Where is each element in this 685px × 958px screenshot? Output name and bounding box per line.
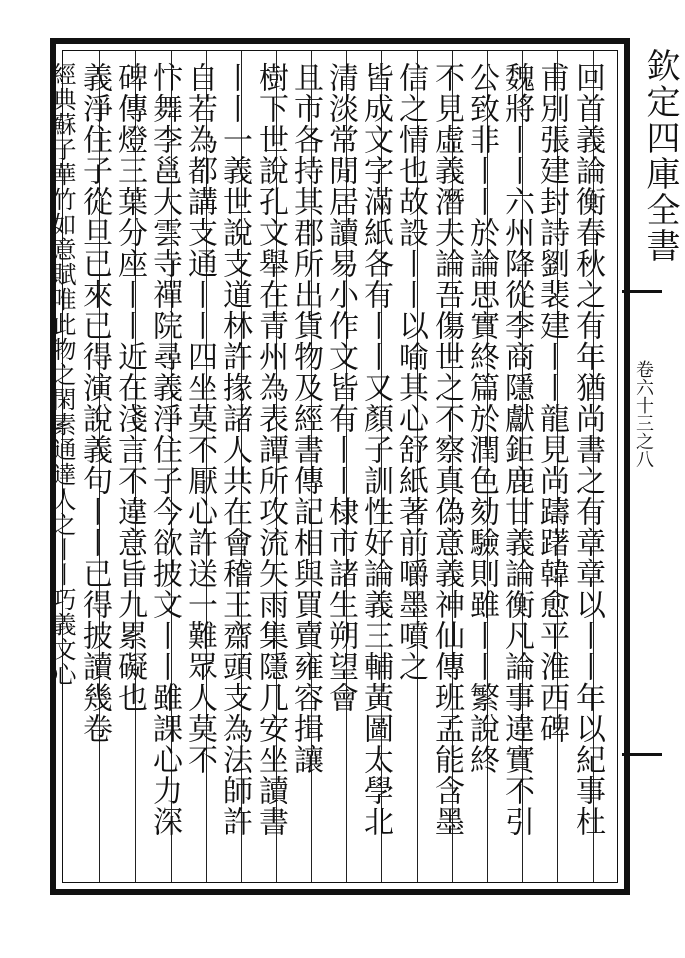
text-column: 魏將丨丨六州降從李商隱獻鉅鹿甘義論衡凡論事違實不引 [499, 62, 534, 837]
text-column: 回首義論衡春秋之有年猶尚書之有章章以丨丨年以紀事杜 [570, 62, 605, 837]
text-column: 不見虛義潛夫論吾傷世之不察真偽意義神仙傳班孟能含墨 [429, 62, 464, 837]
text-column: 清淡常閒居讀易小作文皆有丨丨棣市諸生朔望會 [323, 62, 358, 713]
text-column: 且市各持其郡所出貨物及經書傳記相與買賣雍容揖讓 [288, 62, 323, 775]
text-column: 忭舞李邕大雲寺禪院尋義淨住子今欲披文丨丨雖課心力深 [147, 62, 182, 837]
text-column: 甫別張建封詩劉裴建丨丨龍見尚躊躇韓愈平淮西碑 [534, 62, 569, 744]
text-column: 公致非丨丨於論思實終篇於潤色劾驗則雖丨丨繁說終 [464, 62, 499, 775]
text-column: 信之情也故設丨丨以喻其心舒紙著前嚼墨噴之 [393, 62, 428, 682]
text-column: 丨丨一義世說支道林許掾諸人共在會稽王齋頭支為法師許 [217, 62, 252, 837]
text-column: 皆成文字滿紙各有丨丨又顏子訓性好論義三輔黃圖太學北 [358, 62, 393, 837]
text-column: 樹下世說孔文舉在青州為表譚所攻流矢雨集隱几安坐讀書 [253, 62, 288, 837]
fore-edge-label: 卷六十三之八 [633, 360, 654, 468]
text-column: 碑傳燈三葉分座丨丨近在淺言不違意旨九累礙也 [112, 62, 147, 713]
text-column: 經典蘇子華竹如意賦唯此物之閑素通達人之丨丨巧義文心 [48, 62, 76, 687]
text-column: 自若為都講支通丨丨四坐莫不厭心許送一難眾人莫不 [182, 62, 217, 775]
text-column: 義淨住子從旦已來已得演說義句丨丨已得披讀幾卷 [77, 62, 112, 744]
running-title: 欽定四庫全書 [640, 48, 680, 264]
